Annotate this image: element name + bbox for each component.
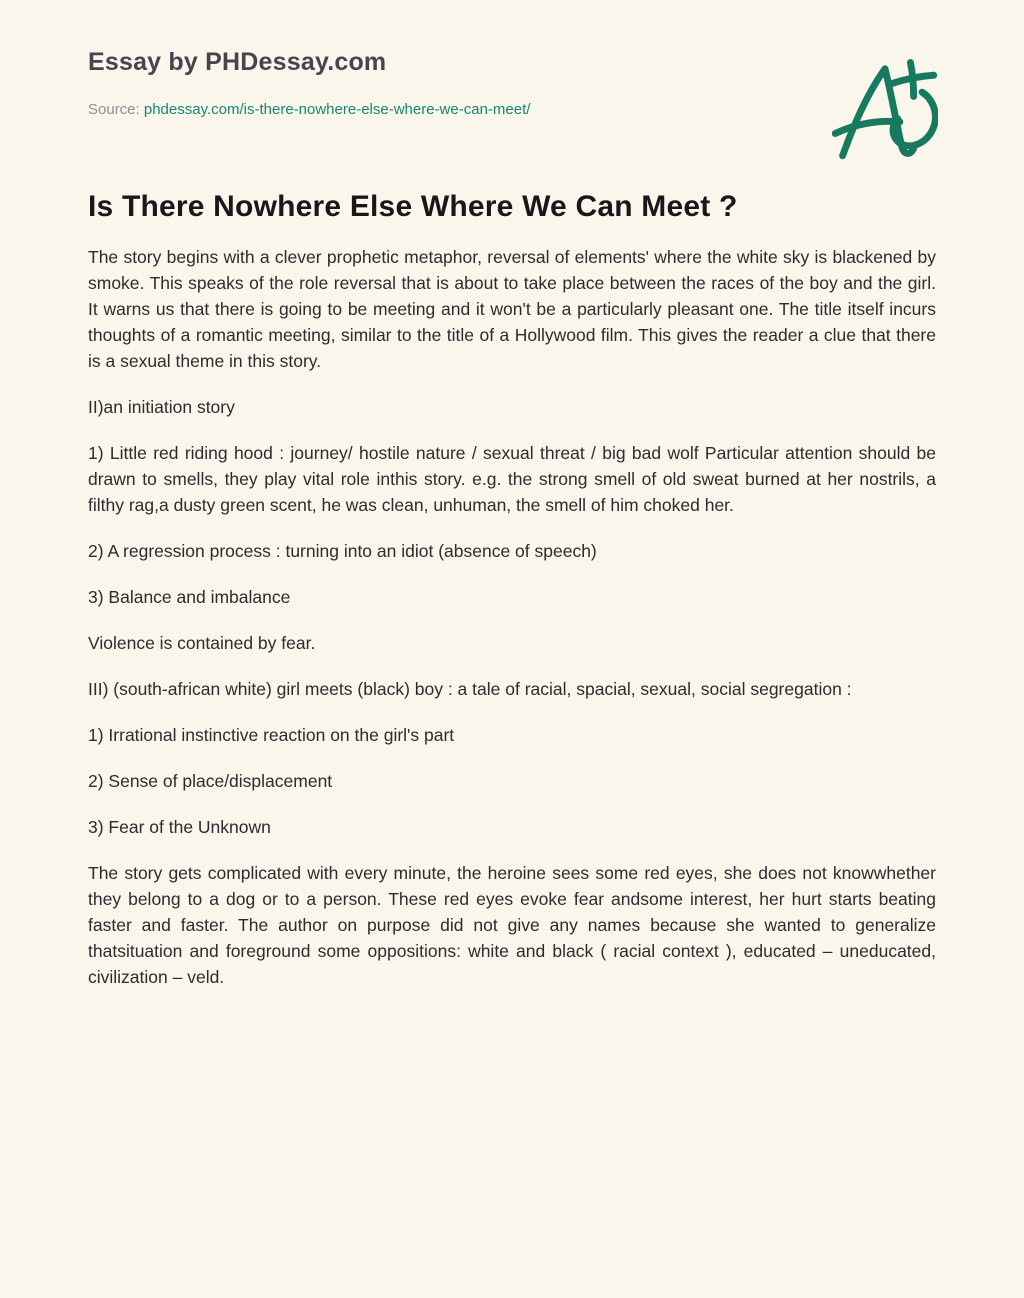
essay-paragraph-conclusion: The story gets complicated with every minute, the heroine sees some red eyes, she does not knowwhether they belong to a dog or to a person. These red eyes evoke fear andsome interest, her hurt starts beating faster and faster. The author on purpose did not give any names because she wanted to generalize thatsituation and foreground some oppositions: white and black ( racial context ), educated – uneducated, civilization – veld. bbox=[88, 863, 936, 987]
essay-paragraph-point-3: 3) Balance and imbalance bbox=[88, 587, 291, 607]
essay-paragraph-section-3-heading: III) (south-african white) girl meets (black) boy : a tale of racial, spacial, sexual, social segregation : bbox=[88, 679, 852, 699]
essay-paragraph-violence-note: Violence is contained by fear. bbox=[88, 633, 316, 653]
essay-paragraph-point-2: 2) A regression process : turning into an idiot (absence of speech) bbox=[88, 541, 597, 561]
essay-paragraph-section3-point-1: 1) Irrational instinctive reaction on the girl's part bbox=[88, 725, 455, 745]
document-header bbox=[88, 48, 936, 118]
source-label: Source: bbox=[88, 101, 140, 118]
essay-paragraph-section3-point-2: 2) Sense of place/displacement bbox=[88, 771, 333, 791]
essay-body bbox=[88, 244, 936, 990]
site-title: Essay by PHDessay.com bbox=[88, 48, 387, 76]
essay-paragraph-section-2-heading: II)an initiation story bbox=[88, 397, 235, 417]
source-line bbox=[88, 101, 936, 118]
essay-paragraph-intro: The story begins with a clever prophetic metaphor, reversal of elements' where the white sky is blackened by smoke. This speaks of the role reversal that is about to take place between the races of the boy and the girl. It warns us that there is going to be meeting and it won't be a particularly pleasant one. The title itself incurs thoughts of a romantic meeting, similar to the title of a Hollywood film. This gives the reader a clue that there is a sexual theme in this story. bbox=[88, 247, 936, 371]
essay-title: Is There Nowhere Else Where We Can Meet ? bbox=[88, 190, 738, 223]
source-url-link[interactable]: phdessay.com/is-there-nowhere-else-where-we-can-meet/ bbox=[143, 101, 531, 118]
essay-paragraph-point-1: 1) Little red riding hood : journey/ hostile nature / sexual threat / big bad wolf Particular attention should be drawn to smells, they play vital role inthis story. e.g. the strong smell of old sweat burned at her nostrils, a filthy rag,a dusty green scent, he was clean, unhuman, the smell of him choked her. bbox=[88, 443, 936, 515]
a-plus-logo-icon bbox=[832, 54, 938, 160]
essay-paragraph-section3-point-3: 3) Fear of the Unknown bbox=[88, 817, 271, 837]
